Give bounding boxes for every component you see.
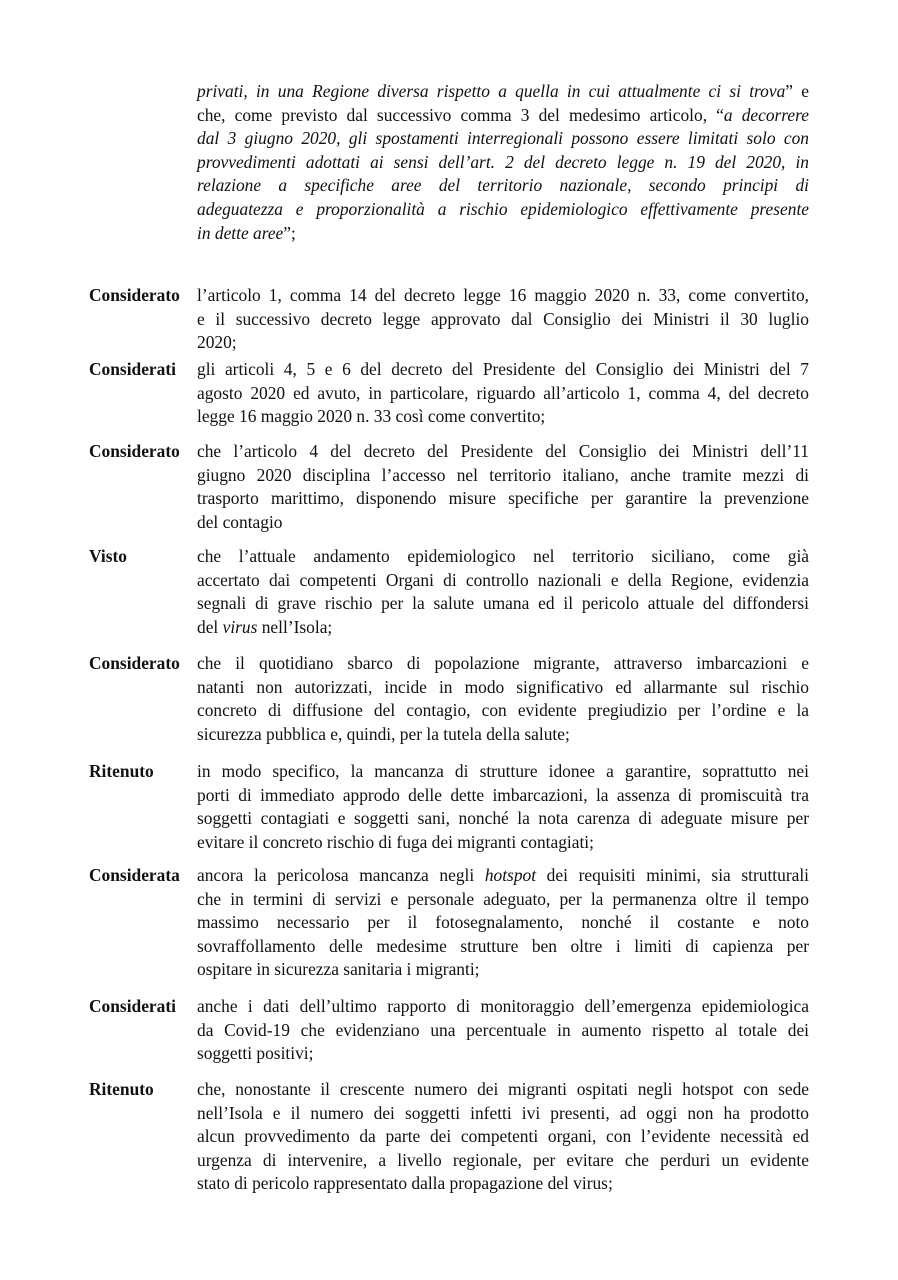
clause-line: in modo specifico, la mancanza di strutture idonee a garantire, soprattutto nei <box>197 761 809 781</box>
clause-line: soggetti contagiati e soggetti sani, nonché la nota carenza di adeguate misure per <box>197 808 809 829</box>
intro-line <box>197 198 809 222</box>
intro-line-italic: privati, in una Regione diversa rispetto a quella in cui attualmente ci si trova <box>197 81 786 101</box>
clause-label: Considerati <box>89 359 176 379</box>
clause-line: sovraffollamento delle medesime strutture ben oltre i limiti di capienza per <box>197 935 809 956</box>
clause-text <box>197 358 809 429</box>
clause-line: sicurezza pubblica e, quindi, per la tutela della salute; <box>197 723 570 744</box>
clause-line: da Covid-19 che evidenziano una percentuale in aumento rispetto al totale dei <box>197 1019 809 1040</box>
clause-line: legge 16 maggio 2020 n. 33 così come convertito; <box>197 406 546 427</box>
clause-line: gli articoli 4, 5 e 6 del decreto del Presidente del Consiglio dei Ministri del 7 <box>197 359 809 379</box>
clause-line-italic: virus <box>222 616 258 637</box>
intro-line <box>197 80 809 104</box>
intro-line <box>197 127 809 151</box>
clause-line-italic: hotspot <box>484 865 537 885</box>
clause-line: che il quotidiano sbarco di popolazione migrante, attraverso imbarcazioni e <box>197 653 809 673</box>
clause-line-text: nell’Isola; <box>257 616 333 637</box>
clause-line: che in termini di servizi e personale adeguato, per la permanenza oltre il tempo <box>197 888 809 909</box>
clause-label: Ritenuto <box>89 1079 154 1099</box>
clause-line: accertato dai competenti Organi di controllo nazionali e della Regione, evidenzia <box>197 569 809 590</box>
clause-text <box>197 995 809 1066</box>
intro-line-italic: in dette aree <box>197 222 284 243</box>
clause-line: alcun provvedimento da parte dei competenti organi, con l’evidente necessità ed <box>197 1126 809 1147</box>
clause-line: massimo necessario per il fotosegnalamento, nonché il costante e noto <box>197 912 809 933</box>
clause-line: soggetti positivi; <box>197 1043 314 1064</box>
clause-label: Considerato <box>89 285 180 305</box>
clause-line: che l’attuale andamento epidemiologico nel territorio siciliano, come già <box>197 546 809 566</box>
clause-line: e il successivo decreto legge approvato dal Consiglio dei Ministri il 30 luglio <box>197 308 809 329</box>
clause-line: concreto di diffusione del contagio, con evidente pregiudizio per l’ordine e la <box>197 700 809 721</box>
intro-line-text: che, come previsto dal successivo comma 3 del medesimo articolo, “ <box>197 104 724 125</box>
intro-line-text: ”; <box>283 222 296 243</box>
clause-line-text: dei requisiti minimi, sia strutturali <box>536 865 809 885</box>
clause-line-text: del <box>197 616 223 637</box>
clause-text <box>197 760 809 854</box>
clause-line: ospitare in sicurezza sanitaria i migranti; <box>197 959 480 980</box>
clause-text <box>197 545 809 639</box>
intro-line <box>197 222 809 246</box>
clause-label: Considerato <box>89 653 180 673</box>
clause-line: nell’Isola e il numero dei soggetti infetti ivi presenti, ad oggi non ha prodotto <box>197 1102 809 1123</box>
clause-line: porti di immediato approdo delle dette imbarcazioni, la assenza di promiscuità tra <box>197 784 809 805</box>
clause-line: urgenza di intervenire, a livello regionale, per evitare che perduri un evidente <box>197 1149 809 1170</box>
clause-text <box>197 652 809 746</box>
clause-line: anche i dati dell’ultimo rapporto di monitoraggio dell’emergenza epidemiologica <box>197 996 809 1016</box>
intro-line <box>197 151 809 175</box>
intro-line <box>197 104 809 128</box>
clause-text <box>197 1078 809 1196</box>
clause-line: trasporto marittimo, disponendo misure specifiche per garantire la prevenzione <box>197 488 809 509</box>
intro-line-italic: relazione a specifiche aree del territorio nazionale, secondo principi di <box>197 175 809 196</box>
clause-line: che, nonostante il crescente numero dei migranti ospitati negli hotspot con sede <box>197 1079 809 1099</box>
clause-label: Considerata <box>89 865 180 885</box>
clause-line: 2020; <box>197 332 237 353</box>
intro-line-italic: dal 3 giugno 2020, gli spostamenti interregionali possono essere limitati solo con <box>197 128 809 149</box>
clause-line: agosto 2020 ed avuto, in particolare, riguardo all’articolo 1, comma 4, del decreto <box>197 382 809 403</box>
clause-text <box>197 864 809 982</box>
intro-paragraph <box>197 80 809 245</box>
clause-line: giugno 2020 disciplina l’accesso nel territorio italiano, anche tramite mezzi di <box>197 464 809 485</box>
intro-line-text: ” e <box>785 81 809 101</box>
clause-label: Ritenuto <box>89 761 154 781</box>
clause-line: che l’articolo 4 del decreto del Presidente del Consiglio dei Ministri dell’11 <box>197 441 809 461</box>
intro-line <box>197 174 809 198</box>
clause-line: evitare il concreto rischio di fuga dei migranti contagiati; <box>197 831 594 852</box>
clause-label: Visto <box>89 546 127 566</box>
clause-line: natanti non autorizzati, incide in modo significativo ed allarmante sul rischio <box>197 676 809 697</box>
clause-label: Considerati <box>89 996 176 1016</box>
clause-line: del contagio <box>197 511 283 532</box>
clause-line: segnali di grave rischio per la salute umana ed il pericolo attuale del diffondersi <box>197 593 809 614</box>
intro-line-italic: a decorrere <box>723 104 809 125</box>
clause-line: stato di pericolo rappresentato dalla propagazione del virus; <box>197 1173 613 1194</box>
clause-line-text: ancora la pericolosa mancanza negli <box>197 865 485 885</box>
clause-line: l’articolo 1, comma 14 del decreto legge 16 maggio 2020 n. 33, come convertito, <box>197 285 809 305</box>
clause-line <box>197 864 809 888</box>
intro-line-italic: adeguatezza e proporzionalità a rischio epidemiologico effettivamente presente <box>197 198 809 219</box>
clause-line <box>197 616 809 640</box>
clause-text <box>197 440 809 534</box>
clause-label: Considerato <box>89 441 180 461</box>
intro-line-italic: provvedimenti adottati ai sensi dell’art. 2 del decreto legge n. 19 del 2020, in <box>197 151 809 172</box>
clause-text <box>197 284 809 355</box>
